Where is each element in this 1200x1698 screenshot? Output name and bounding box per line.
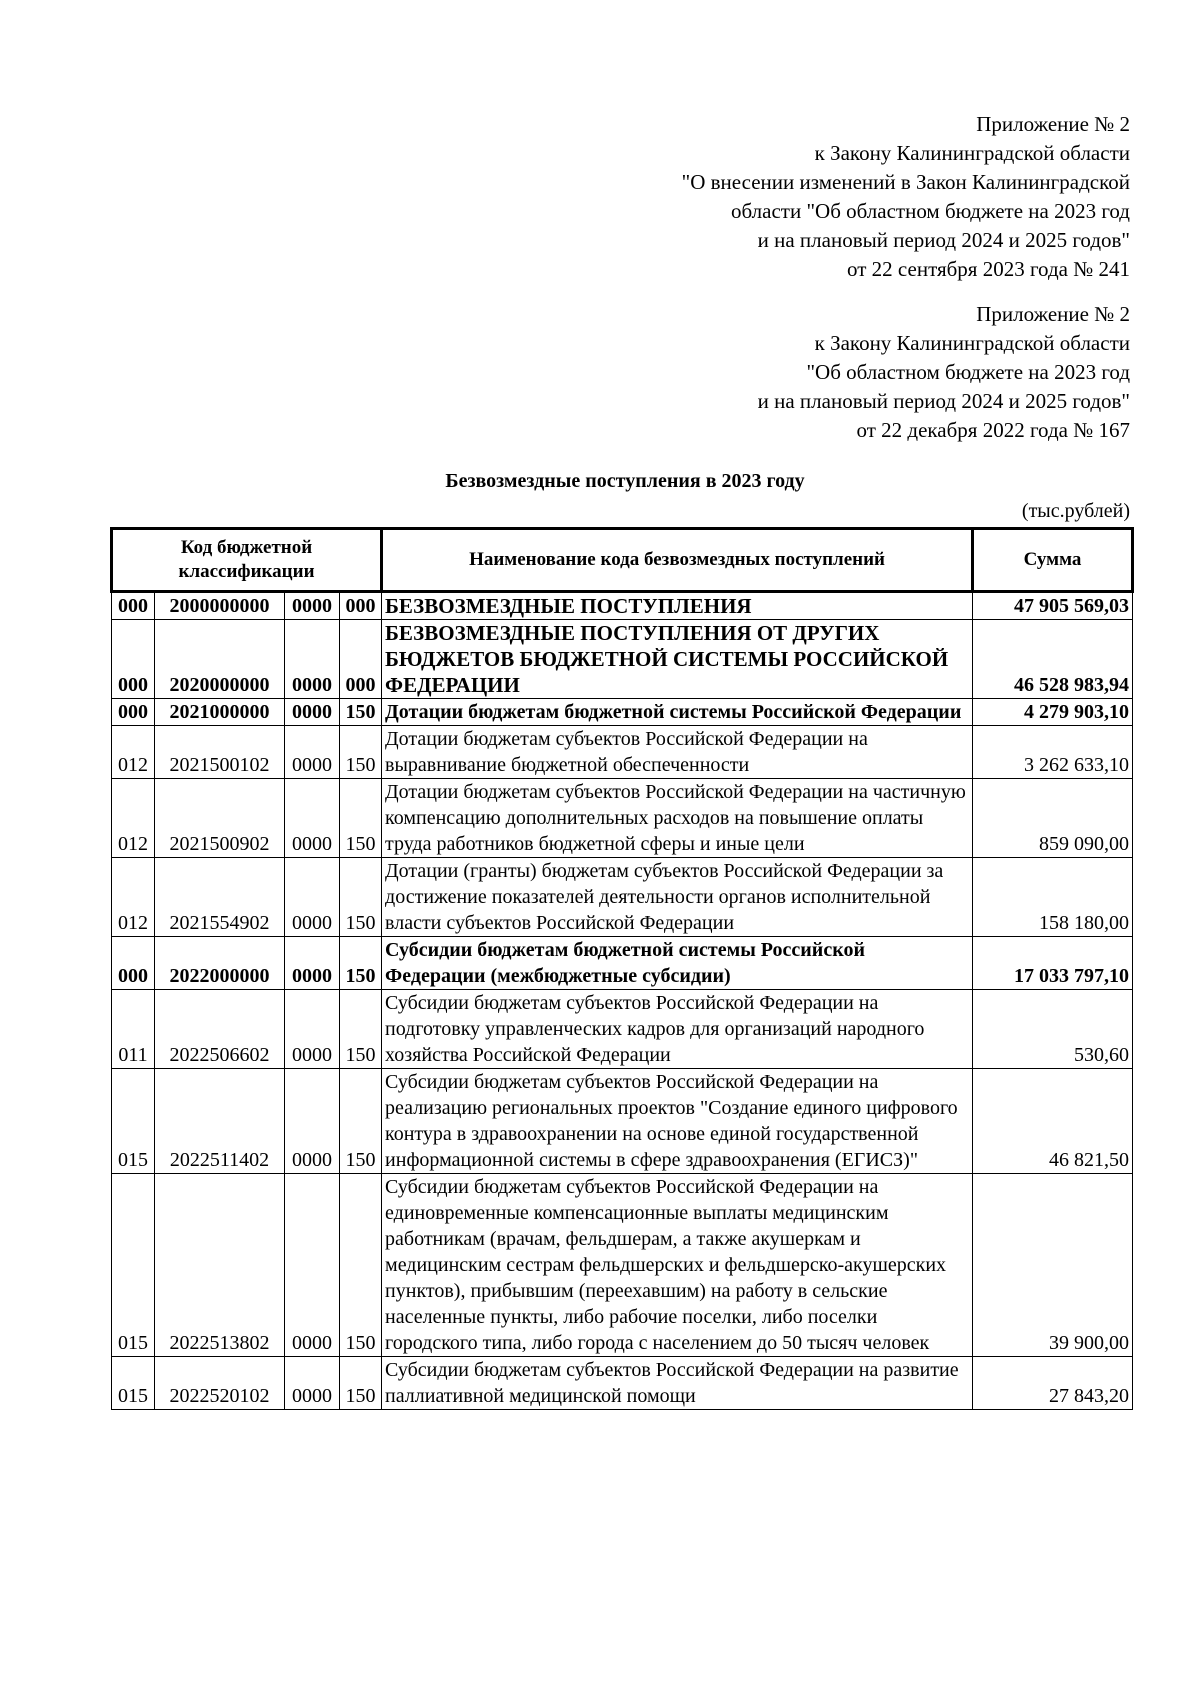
table-row	[112, 858, 1133, 937]
table-row	[112, 990, 1133, 1069]
document-title: Безвозмездные поступления в 2023 году	[445, 470, 805, 492]
appendix-line: области "Об областном бюджете на 2023 год	[731, 199, 1130, 223]
cell-admin-code: 000	[112, 937, 155, 990]
units-label: (тыс.рублей)	[1021, 500, 1130, 522]
appendix-line: к Закону Калининградской области	[814, 331, 1130, 355]
cell-name: Субсидии бюджетам субъектов Российской Федерации на развитие паллиативной медицинской помощи	[382, 1357, 973, 1410]
cell-sum: 158 180,00	[973, 858, 1133, 937]
cell-econ-code: 150	[340, 937, 382, 990]
cell-econ-code: 150	[340, 699, 382, 726]
header-code: Код бюджетной классификации	[112, 529, 382, 592]
cell-sum: 530,60	[973, 990, 1133, 1069]
cell-econ-code: 000	[340, 620, 382, 699]
cell-revenue-code: 2022506602	[155, 990, 285, 1069]
cell-revenue-code: 2022511402	[155, 1069, 285, 1174]
cell-name: Субсидии бюджетам субъектов Российской Федерации на единовременные компенсационные выплаты медицинским работникам (врачам, фельдшерам, а также акушеркам и медицинским сестрам фельдшерских и фельдшерско-акушерских пунктов), прибывшим (переехавшим) на работу в сельские населенные пункты, либо рабочие поселки, либо поселки городского типа, либо города с населением до 50 тысяч человек	[382, 1174, 973, 1357]
table-header-row	[112, 529, 1133, 592]
cell-name: Дотации бюджетам субъектов Российской Федерации на частичную компенсацию дополнительных расходов на повышение оплаты труда работников бюджетной сферы и иные цели	[382, 779, 973, 858]
cell-admin-code: 000	[112, 620, 155, 699]
cell-revenue-code: 2022513802	[155, 1174, 285, 1357]
appendix-line: Приложение № 2	[976, 112, 1130, 136]
cell-admin-code: 015	[112, 1069, 155, 1174]
cell-sum: 3 262 633,10	[973, 726, 1133, 779]
cell-name: Субсидии бюджетам субъектов Российской Федерации на подготовку управленческих кадров для организаций народного хозяйства Российской Федерации	[382, 990, 973, 1069]
table-row	[112, 1069, 1133, 1174]
cell-revenue-code: 2021554902	[155, 858, 285, 937]
header-sum: Сумма	[973, 529, 1133, 592]
cell-program-code: 0000	[285, 620, 340, 699]
cell-revenue-code: 2022000000	[155, 937, 285, 990]
cell-program-code: 0000	[285, 592, 340, 620]
table-row	[112, 592, 1133, 620]
cell-sum: 4 279 903,10	[973, 699, 1133, 726]
cell-revenue-code: 2020000000	[155, 620, 285, 699]
cell-sum: 46 821,50	[973, 1069, 1133, 1174]
cell-admin-code: 000	[112, 592, 155, 620]
cell-admin-code: 012	[112, 858, 155, 937]
header-name: Наименование кода безвозмездных поступлений	[382, 529, 973, 592]
cell-econ-code: 000	[340, 592, 382, 620]
cell-sum: 47 905 569,03	[973, 592, 1133, 620]
appendix-line: и на плановый период 2024 и 2025 годов"	[757, 228, 1130, 252]
cell-sum: 39 900,00	[973, 1174, 1133, 1357]
cell-econ-code: 150	[340, 858, 382, 937]
appendix-line: Приложение № 2	[976, 302, 1130, 326]
cell-program-code: 0000	[285, 699, 340, 726]
appendix-header-original	[758, 300, 1130, 445]
cell-name: БЕЗВОЗМЕЗДНЫЕ ПОСТУПЛЕНИЯ ОТ ДРУГИХ БЮДЖЕТОВ БЮДЖЕТНОЙ СИСТЕМЫ РОССИЙСКОЙ ФЕДЕРАЦИИ	[382, 620, 973, 699]
cell-econ-code: 150	[340, 1357, 382, 1410]
cell-name: Субсидии бюджетам субъектов Российской Федерации на реализацию региональных проектов "Создание единого цифрового контура в здравоохранении на основе единой государственной информационной системы в сфере здравоохранения (ЕГИСЗ)"	[382, 1069, 973, 1174]
table-row	[112, 726, 1133, 779]
cell-sum: 17 033 797,10	[973, 937, 1133, 990]
cell-revenue-code: 2000000000	[155, 592, 285, 620]
appendix-line: и на плановый период 2024 и 2025 годов"	[757, 389, 1130, 413]
cell-revenue-code: 2021000000	[155, 699, 285, 726]
cell-admin-code: 011	[112, 990, 155, 1069]
cell-name: Субсидии бюджетам бюджетной системы Российской Федерации (межбюджетные субсидии)	[382, 937, 973, 990]
cell-revenue-code: 2021500102	[155, 726, 285, 779]
table-row	[112, 779, 1133, 858]
cell-program-code: 0000	[285, 1357, 340, 1410]
appendix-line: "О внесении изменений в Закон Калининградской	[681, 170, 1130, 194]
cell-econ-code: 150	[340, 1069, 382, 1174]
cell-sum: 27 843,20	[973, 1357, 1133, 1410]
cell-program-code: 0000	[285, 779, 340, 858]
cell-econ-code: 150	[340, 726, 382, 779]
cell-name: БЕЗВОЗМЕЗДНЫЕ ПОСТУПЛЕНИЯ	[382, 592, 973, 620]
appendix-line: от 22 сентября 2023 года № 241	[847, 257, 1130, 281]
cell-program-code: 0000	[285, 726, 340, 779]
table-row	[112, 699, 1133, 726]
table-row	[112, 620, 1133, 699]
cell-name: Дотации бюджетам бюджетной системы Российской Федерации	[382, 699, 973, 726]
revenue-table	[110, 527, 1134, 1410]
cell-program-code: 0000	[285, 1174, 340, 1357]
appendix-line: к Закону Калининградской области	[814, 141, 1130, 165]
cell-name: Дотации бюджетам субъектов Российской Федерации на выравнивание бюджетной обеспеченности	[382, 726, 973, 779]
appendix-line: "Об областном бюджете на 2023 год	[806, 360, 1130, 384]
table-row	[112, 937, 1133, 990]
cell-admin-code: 012	[112, 779, 155, 858]
cell-program-code: 0000	[285, 858, 340, 937]
appendix-line: от 22 декабря 2022 года № 167	[856, 418, 1130, 442]
table-row	[112, 1357, 1133, 1410]
cell-program-code: 0000	[285, 937, 340, 990]
cell-program-code: 0000	[285, 990, 340, 1069]
cell-sum: 46 528 983,94	[973, 620, 1133, 699]
appendix-header-current	[682, 110, 1130, 284]
cell-econ-code: 150	[340, 990, 382, 1069]
cell-revenue-code: 2021500902	[155, 779, 285, 858]
cell-admin-code: 012	[112, 726, 155, 779]
cell-program-code: 0000	[285, 1069, 340, 1174]
table-row	[112, 1174, 1133, 1357]
cell-revenue-code: 2022520102	[155, 1357, 285, 1410]
cell-name: Дотации (гранты) бюджетам субъектов Российской Федерации за достижение показателей деятельности органов исполнительной власти субъектов Российской Федерации	[382, 858, 973, 937]
cell-econ-code: 150	[340, 1174, 382, 1357]
cell-sum: 859 090,00	[973, 779, 1133, 858]
cell-admin-code: 000	[112, 699, 155, 726]
cell-econ-code: 150	[340, 779, 382, 858]
cell-admin-code: 015	[112, 1357, 155, 1410]
cell-admin-code: 015	[112, 1174, 155, 1357]
